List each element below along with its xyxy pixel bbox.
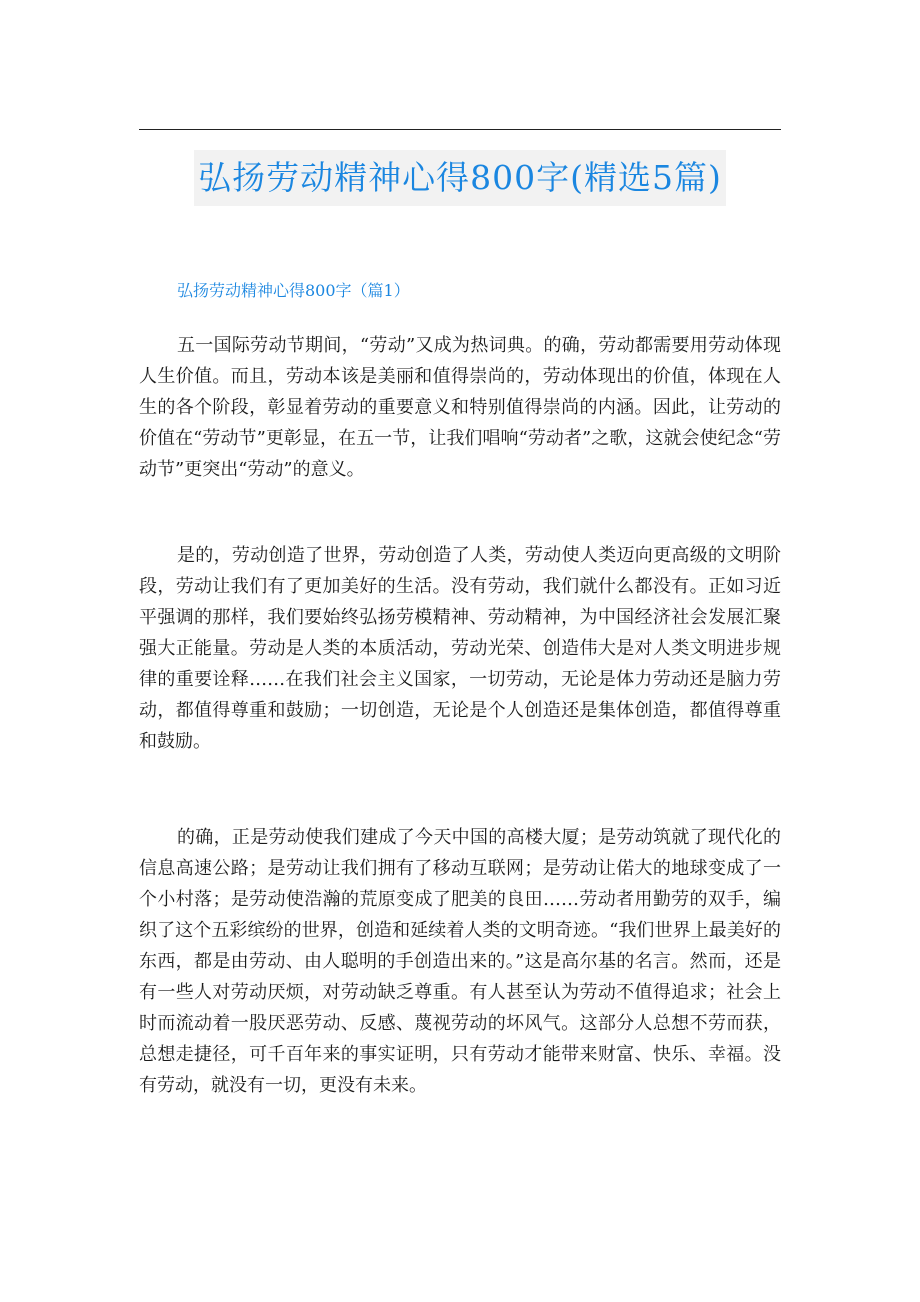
body-paragraph: 的确，正是劳动使我们建成了今天中国的高楼大厦；是劳动筑就了现代化的信息高速公路；是劳动让我们拥有了移动互联网；是劳动让偌大的地球变成了一个小村落；是劳动使浩瀚的荒原变成了肥美的良田……劳动者用勤劳的双手，编织了这个五彩缤纷的世界，创造和延续着人类的文明奇迹。“我们世界上最美好的东西，都是由劳动、由人聪明的手创造出来的。”这是高尔基的名言。然而，还是有一些人对劳动厌烦，对劳动缺乏尊重。有人甚至认为劳动不值得追求；社会上时而流动着一股厌恶劳动、反感、蔑视劳动的坏风气。这部分人总想不劳而获，总想走捷径，可千百年来的事实证明，只有劳动才能带来财富、快乐、幸福。没有劳动，就没有一切，更没有未来。 [139,827,781,1096]
body-paragraph: 是的，劳动创造了世界，劳动创造了人类，劳动使人类迈向更高级的文明阶段，劳动让我们有了更加美好的生活。没有劳动，我们就什么都没有。正如习近平强调的那样，我们要始终弘扬劳模精神、劳动精神，为中国经济社会发展汇聚强大正能量。劳动是人类的本质活动，劳动光荣、创造伟大是对人类文明进步规律的重要诠释……在我们社会主义国家，一切劳动，无论是体力劳动还是脑力劳动，都值得尊重和鼓励；一切创造，无论是个人创造还是集体创造，都值得尊重和鼓励。 [139,545,781,752]
section-heading: 弘扬劳动精神心得800字（篇1） [177,281,410,300]
header-rule [139,129,781,130]
body-paragraph: 五一国际劳动节期间，“劳动”又成为热词典。的确，劳动都需要用劳动体现人生价值。而且，劳动本该是美丽和值得崇尚的，劳动体现出的价值，体现在人生的各个阶段，彰显着劳动的重要意义和特别值得崇尚的内涵。因此，让劳动的价值在“劳动节”更彰显，在五一节，让我们唱响“劳动者”之歌，这就会使纪念“劳动节”更突出“劳动”的意义。 [139,335,781,480]
document-title: 弘扬劳动精神心得800字(精选5篇) [194,150,726,206]
title-container [0,150,920,206]
